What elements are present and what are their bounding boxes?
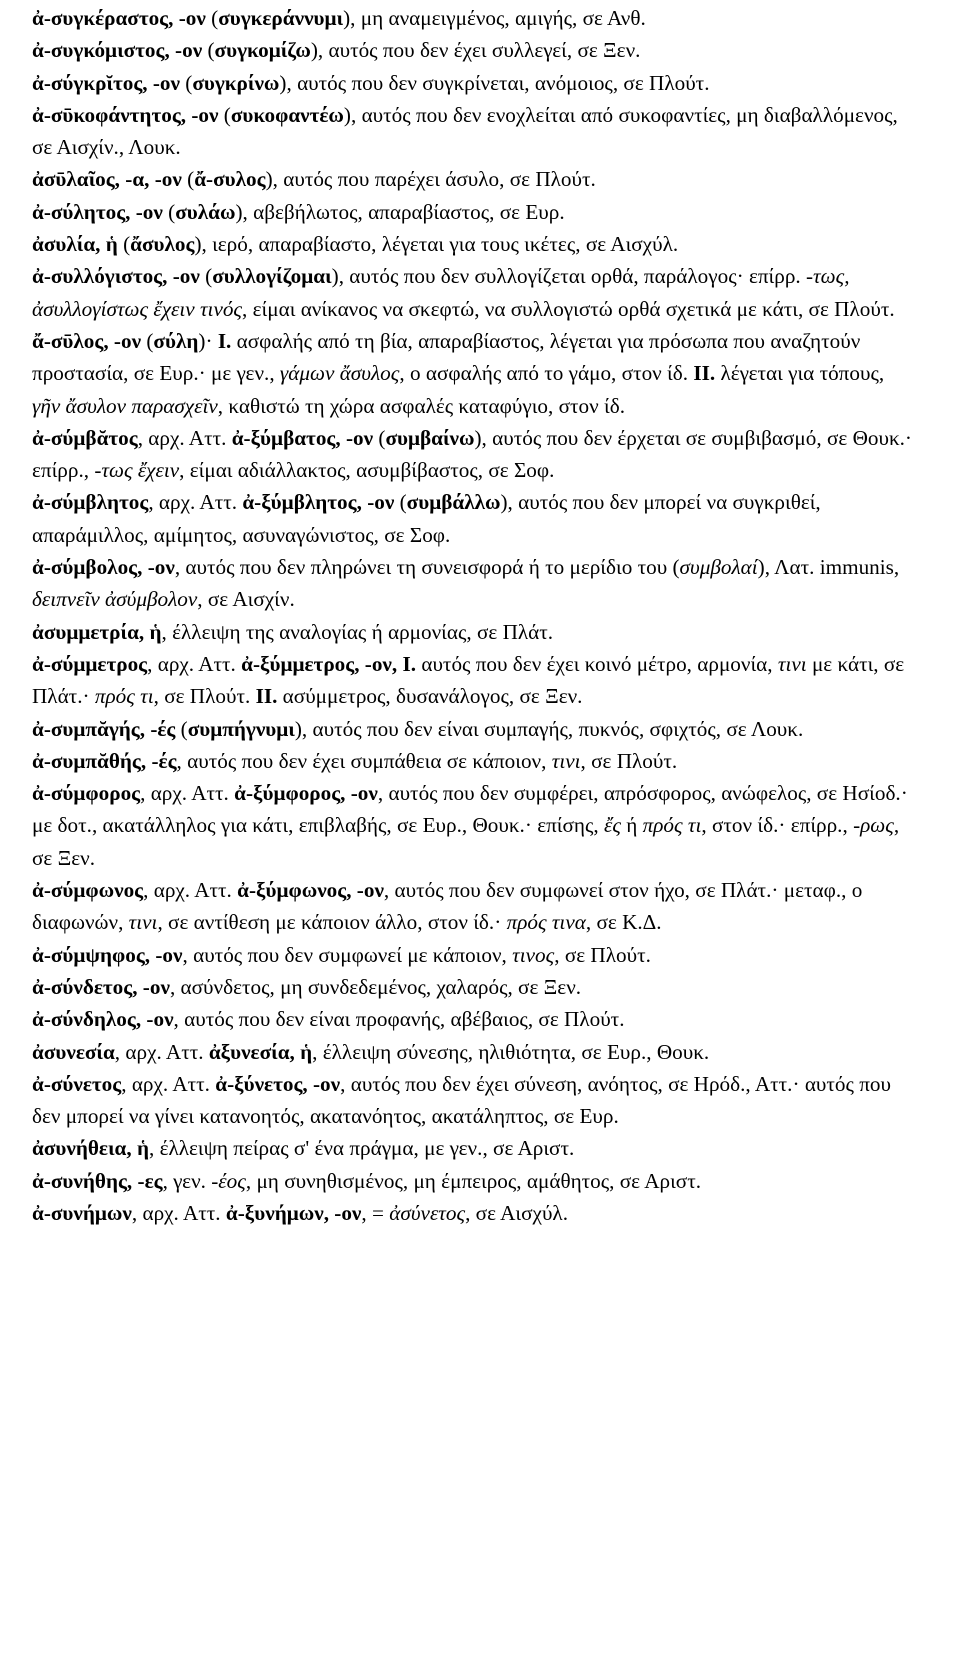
definition-text: , είμαι αδιάλλακτος, ασυμβίβαστος, σε Σοφ. xyxy=(179,458,555,483)
italic-phrase: συμβολαί xyxy=(679,555,758,580)
definition-text: αυτός που δεν έχει κοινό μέτρο, αρμονία, xyxy=(416,651,778,676)
definition-text: ασύμμετρος, δυσανάλογος, σε Ξεν. xyxy=(277,684,583,709)
definition-text: ( xyxy=(162,199,176,224)
definition-text: , σε Αισχίν. xyxy=(197,587,295,612)
italic-phrase: γῆν ἄσυλον παρασχεῖν xyxy=(32,393,218,418)
bold-term: ἀ-σύμβλητος xyxy=(32,490,149,515)
dictionary-entry xyxy=(32,1132,912,1164)
definition-text: , αυτός που δεν συμφωνεί στον ήχο, σε Πλάτ.· μεταφ., ο διαφωνών, xyxy=(32,878,863,935)
definition-text: ( xyxy=(394,490,407,515)
dictionary-entry xyxy=(32,260,912,325)
bold-term: ἀ-ξύμβατος, -ον xyxy=(231,425,374,450)
dictionary-entry xyxy=(32,99,912,164)
definition-text: , αρχ. Αττ. xyxy=(114,1039,209,1064)
bold-term: ἀ-σύμμετρος xyxy=(32,651,148,676)
italic-phrase: δειπνεῖν ἀσύμβολον xyxy=(32,587,198,612)
bold-term: ἀ-σῡκοφάντητος, -ον xyxy=(32,102,219,127)
definition-text: , γεν. xyxy=(162,1168,212,1193)
definition-text: ), αυτός που δεν έρχεται σε συμβιβασμό, σε Θουκ.· επίρρ., xyxy=(32,425,912,483)
definition-text: ( xyxy=(218,102,231,127)
bold-term: ἀσυνεσία xyxy=(32,1039,115,1064)
definition-text: ), αυτός που παρέχει άσυλο, σε Πλούτ. xyxy=(265,167,596,192)
definition-text: , αρχ. Αττ. xyxy=(147,651,242,676)
definition-text: ασφαλής από τη βία, απαραβίαστος, λέγεται για πρόσωπα που αναζητούν προστασία, σε Ευρ.· με γεν., xyxy=(32,328,861,386)
bold-term: I. xyxy=(217,328,232,353)
definition-text: ( xyxy=(117,232,131,257)
definition-text: ), αυτός που δεν συλλογίζεται ορθά, παράλογος· επίρρ. xyxy=(331,264,806,289)
definition-text: ( xyxy=(175,716,188,741)
definition-text: , καθιστώ τη χώρα ασφαλές καταφύγιο, στον ίδ. xyxy=(217,393,625,418)
dictionary-entry xyxy=(32,777,912,874)
definition-text: ), αυτός που δεν μπορεί να συγκριθεί, απαράμιλλος, αμίμητος, ασυναγώνιστος, σε Σοφ. xyxy=(32,490,821,547)
definition-text: , είμαι ανίκανος να σκεφτώ, να συλλογιστώ ορθά σχετικά με κάτι, σε Πλούτ. xyxy=(242,296,895,321)
definition-text: , αρχ. Αττ. xyxy=(143,878,238,903)
bold-term: ἀ-σύλητος, -ον xyxy=(32,199,163,224)
italic-phrase: -ρως xyxy=(853,813,894,838)
bold-term: ἀ-σύμβολος, -ον xyxy=(32,555,175,580)
bold-term: συγκρίνω xyxy=(192,70,280,95)
bold-term: ἄ-συλος xyxy=(194,167,266,192)
definition-text: , αυτός που δεν πληρώνει τη συνεισφορά ή το μερίδιο του ( xyxy=(174,555,680,580)
definition-text: , αυτός που δεν είναι προφανής, αβέβαιος, σε Πλούτ. xyxy=(173,1007,625,1032)
bold-term: ἀ-συνήθης, -ες xyxy=(32,1168,163,1193)
bold-term: ἀ-ξύμφορος, -ον xyxy=(234,781,378,806)
bold-term: ἀσυνήθεια, ἡ xyxy=(32,1136,149,1161)
dictionary-entry xyxy=(32,1197,912,1229)
italic-phrase: ἀσύνετος xyxy=(389,1200,466,1225)
definition-text: με κάτι, σε Πλάτ.· xyxy=(32,651,905,709)
italic-phrase: γάμων ἄσυλος xyxy=(279,361,400,386)
definition-text: ), αβεβήλωτος, απαραβίαστος, σε Ευρ. xyxy=(235,199,565,224)
definition-text: , μη συνηθισμένος, μη έμπειρος, αμάθητος, σε Αριστ. xyxy=(245,1168,702,1193)
italic-phrase: πρός τι xyxy=(94,684,154,709)
dictionary-entry xyxy=(32,1165,912,1197)
definition-text: , σε Ξεν. xyxy=(32,813,900,870)
definition-text: , αρχ. Αττ. xyxy=(148,490,243,515)
definition-text: , έλλειψη της αναλογίας ή αρμονίας, σε Πλάτ. xyxy=(161,619,554,644)
bold-term: ἀ-συμπᾰθής, -ές xyxy=(32,748,177,773)
bold-term: συγκεράννυμι xyxy=(218,6,344,30)
italic-phrase: -έος xyxy=(211,1168,246,1193)
definition-text: ), αυτός που δεν είναι συμπαγής, πυκνός, σφιχτός, σε Λουκ. xyxy=(294,716,804,741)
bold-term: ἀσυμμετρία, ἡ xyxy=(32,619,162,644)
definition-text: , σε αντίθεση με κάποιον άλλο, στον ίδ.· xyxy=(157,910,507,935)
bold-term: ἀ-σύνδετος, -ον xyxy=(32,974,170,999)
dictionary-entry xyxy=(32,228,912,260)
bold-term: σύλη xyxy=(153,328,199,353)
bold-term: ἀ-ξύμμετρος, -ον, I. xyxy=(241,651,417,676)
dictionary-entry xyxy=(32,713,912,745)
bold-term: ἀ-σύνδηλος, -ον xyxy=(32,1007,174,1032)
bold-term: συμβαίνω xyxy=(385,425,475,450)
dictionary-entry xyxy=(32,163,912,195)
definition-text: ), μη αναμειγμένος, αμιγής, σε Ανθ. xyxy=(343,6,646,30)
definition-text: ( xyxy=(205,6,219,30)
italic-phrase: τινι xyxy=(551,748,581,773)
dictionary-entry xyxy=(32,2,912,34)
bold-term: ἀ-σύμψηφος, -ον xyxy=(32,942,183,967)
bold-term: ἀξυνεσία, ἡ xyxy=(208,1039,313,1064)
definition-text: , σε Πλούτ. xyxy=(554,942,651,967)
bold-term: ἀσυλία, ἡ xyxy=(32,232,118,257)
italic-phrase: τινος xyxy=(512,942,555,967)
bold-term: συμπήγνυμι xyxy=(187,716,295,741)
dictionary-entry xyxy=(32,196,912,228)
bold-term: ἄ-σῡλος, -ον xyxy=(32,328,142,353)
italic-phrase: ἔς xyxy=(604,813,621,838)
definition-text: , έλλειψη πείρας σ' ένα πράγμα, με γεν., σε Αριστ. xyxy=(148,1136,575,1161)
bold-term: συλάω xyxy=(175,199,236,224)
italic-phrase: πρός τι xyxy=(642,813,702,838)
dictionary-entry xyxy=(32,745,912,777)
bold-term: ἀ-συμπᾰγής, -ές xyxy=(32,716,176,741)
dictionary-entry xyxy=(32,939,912,971)
dictionary-entry xyxy=(32,422,912,487)
definition-text: , αυτός που δεν συμφέρει, απρόσφορος, ανώφελος, σε Ησίοδ.· με δοτ., ακατάλληλος για κάτι, επιβλαβής, σε Ευρ., Θουκ.· επίσης, xyxy=(32,781,908,838)
bold-term: ἀ-ξύμφωνος, -ον xyxy=(237,878,384,903)
dictionary-entry xyxy=(32,325,912,422)
bold-term: ἀ-συγκόμιστος, -ον xyxy=(32,38,203,63)
definition-text: ), αυτός που δεν ενοχλείται από συκοφαντίες, μη διαβαλλόμενος, σε Αισχίν., Λουκ. xyxy=(32,102,898,160)
bold-term: ἀσῡλαῖος, -α, -ον xyxy=(32,167,182,192)
dictionary-entry xyxy=(32,551,912,616)
dictionary-entry xyxy=(32,1068,912,1133)
italic-phrase: -τως, ἀσυλλογίστως ἔχειν τινός xyxy=(32,264,850,321)
bold-term: ἀ-σύγκρῐτος, -ον xyxy=(32,70,180,95)
dictionary-entry xyxy=(32,874,912,939)
definition-text: , ασύνδετος, μη συνδεδεμένος, χαλαρός, σε Ξεν. xyxy=(169,974,582,999)
dictionary-entry xyxy=(32,1003,912,1035)
bold-term: ἀ-ξυνήμων, -ον xyxy=(225,1200,362,1225)
italic-phrase: τινι xyxy=(128,910,158,935)
definition-text: , αρχ. Αττ. xyxy=(121,1071,216,1096)
dictionary-entry xyxy=(32,1036,912,1068)
definition-text: ( xyxy=(141,328,154,353)
bold-term: ἀ-σύμφωνος xyxy=(32,878,144,903)
definition-text: )· xyxy=(198,328,218,353)
bold-term: ἀ-σύμφορος xyxy=(32,781,141,806)
definition-text: λέγεται για τόπους, xyxy=(715,361,885,386)
definition-text: ( xyxy=(199,264,213,289)
definition-text: , σε Αισχύλ. xyxy=(465,1200,569,1225)
bold-term: ἀ-συγκέραστος, -ον xyxy=(32,6,206,30)
definition-text: , αυτός που δεν έχει συμπάθεια σε κάποιον, xyxy=(176,748,552,773)
bold-term: ἀ-συλλόγιστος, -ον xyxy=(32,264,200,289)
definition-text: ( xyxy=(181,167,195,192)
italic-phrase: -τως ἔχειν xyxy=(94,458,180,483)
definition-text: ), Λατ. immunis, xyxy=(757,555,900,580)
definition-text: , σε Κ.Δ. xyxy=(585,910,662,935)
definition-text: , σε Πλούτ. xyxy=(580,748,678,773)
definition-text: , αρχ. Αττ. xyxy=(137,425,232,450)
dictionary-entry xyxy=(32,648,912,713)
definition-text: , αυτός που δεν συμφωνεί με κάποιον, xyxy=(182,942,513,967)
bold-term: ἄσυλος xyxy=(130,232,195,257)
bold-term: II. xyxy=(255,684,278,709)
bold-term: συμβάλλω xyxy=(406,490,501,515)
definition-text: , ο ασφαλής από το γάμο, στον ίδ. xyxy=(399,361,694,386)
bold-term: ἀ-ξύνετος, -ον xyxy=(215,1071,341,1096)
definition-text: , αυτός που δεν έχει σύνεση, ανόητος, σε Ηρόδ., Αττ.· αυτός που δεν μπορεί να γίνει κατανοητός, ακατανόητος, ακατάληπτος, σε Ευρ. xyxy=(32,1071,891,1129)
definition-text: , έλλειψη σύνεσης, ηλιθιότητα, σε Ευρ., Θουκ. xyxy=(312,1039,710,1064)
bold-term: II. xyxy=(693,361,716,386)
bold-term: συγκομίζω xyxy=(214,38,311,63)
definition-text: , αρχ. Αττ. xyxy=(131,1200,226,1225)
definition-text: , στον ίδ.· επίρρ., xyxy=(701,813,854,838)
bold-term: ἀ-συνήμων xyxy=(32,1200,132,1225)
italic-phrase: πρός τινα xyxy=(506,910,586,935)
dictionary-entry xyxy=(32,67,912,99)
definition-text: ή xyxy=(620,813,643,838)
bold-term: ἀ-σύνετος xyxy=(32,1071,122,1096)
definition-text: ), αυτός που δεν έχει συλλεγεί, σε Ξεν. xyxy=(310,38,641,63)
definition-text: ( xyxy=(373,425,386,450)
bold-term: συλλογίζομαι xyxy=(212,264,332,289)
definition-text: ( xyxy=(202,38,215,63)
dictionary-entry xyxy=(32,486,912,551)
definition-text: , σε Πλούτ. xyxy=(153,684,256,709)
bold-term: ἀ-ξύμβλητος, -ον xyxy=(242,490,395,515)
definition-text: ), ιερό, απαραβίαστο, λέγεται για τους ικέτες, σε Αισχύλ. xyxy=(194,232,679,257)
definition-text: , αρχ. Αττ. xyxy=(140,781,235,806)
italic-phrase: τινι xyxy=(777,651,807,676)
definition-text: ), αυτός που δεν συγκρίνεται, ανόμοιος, σε Πλούτ. xyxy=(279,70,710,95)
bold-term: ἀ-σύμβᾰτος xyxy=(32,425,138,450)
definition-text: ( xyxy=(180,70,193,95)
bold-term: συκοφαντέω xyxy=(230,102,344,127)
dictionary-entry xyxy=(32,616,912,648)
dictionary-entry xyxy=(32,34,912,66)
definition-text: , = xyxy=(361,1200,390,1225)
dictionary-entry xyxy=(32,971,912,1003)
